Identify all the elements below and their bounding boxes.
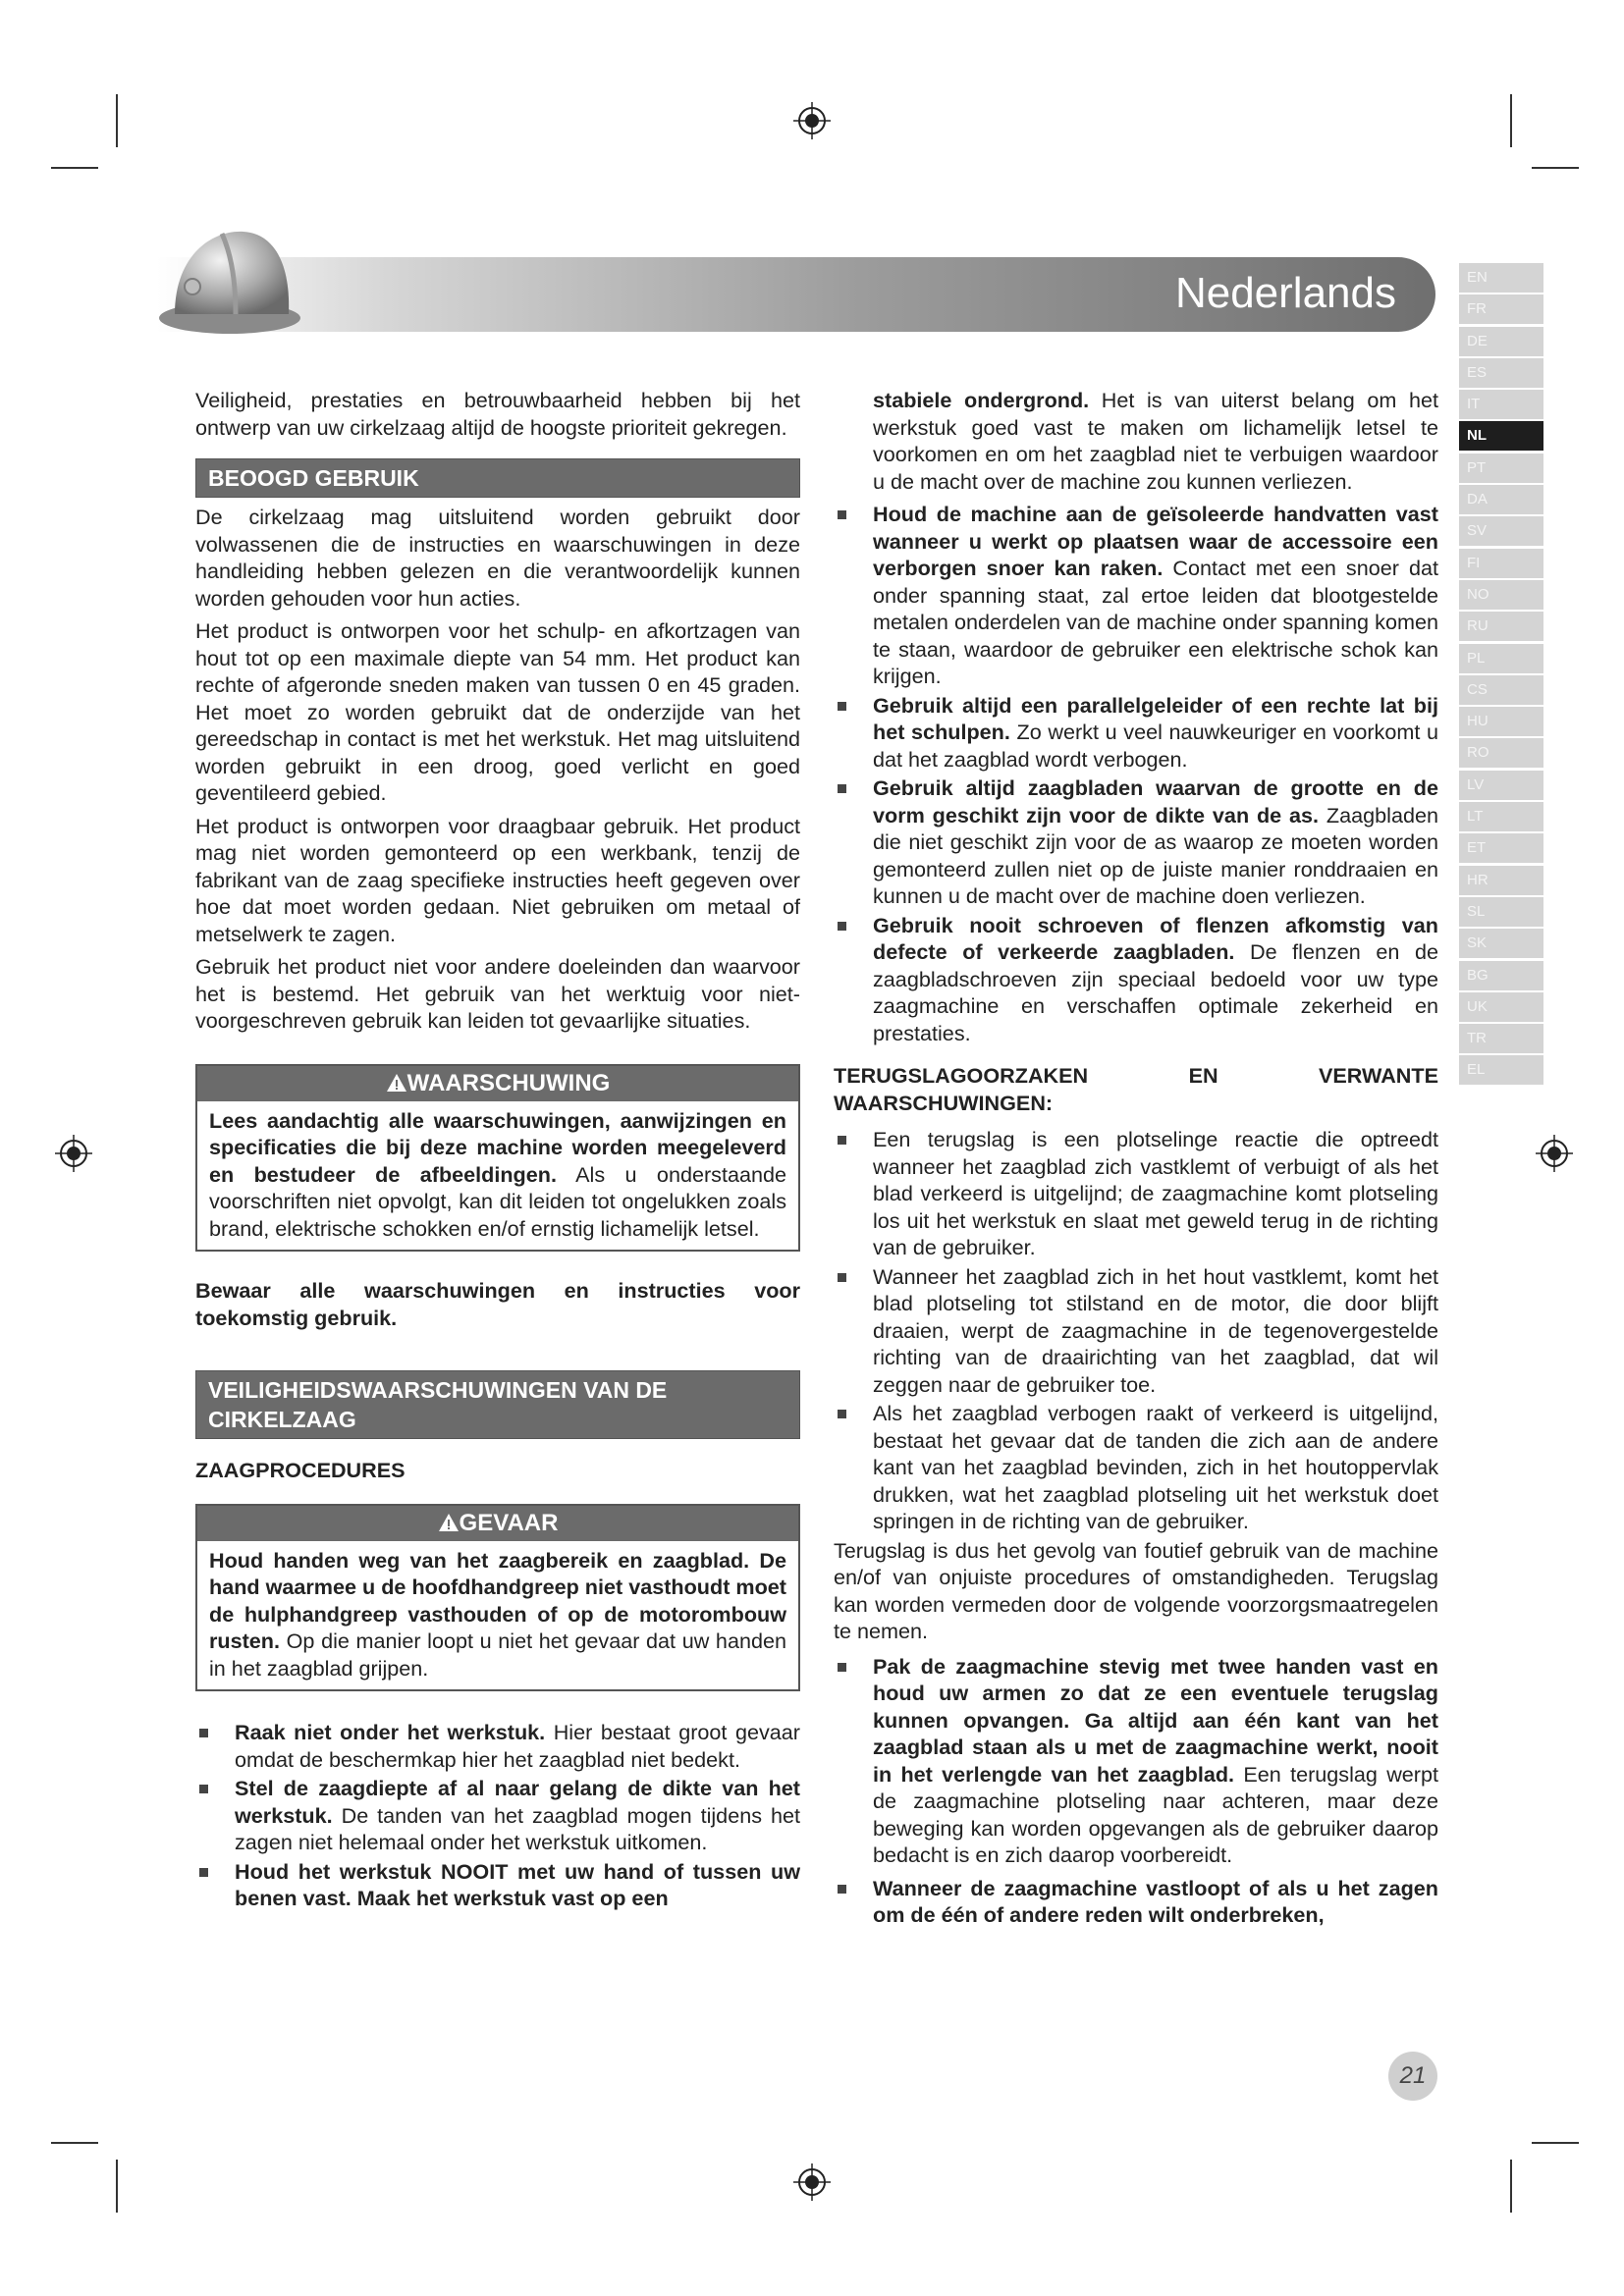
continuation-paragraph: stabiele ondergrond. Het is van uiterst belang om het werkstuk goed vast te maken om lichamelijk letsel te voorkomen en om het zaagblad niet te verbuigen waardoor u de macht over de machine zou kunnen verliezen. xyxy=(873,388,1438,494)
registration-mark-icon xyxy=(55,1135,92,1172)
language-tab-sk[interactable]: SK xyxy=(1459,929,1543,958)
language-tab-hu[interactable]: HU xyxy=(1459,707,1543,736)
language-title: Nederlands xyxy=(1174,269,1396,317)
left-column xyxy=(195,387,800,1914)
intro-paragraph: Veiligheid, prestaties en betrouwbaarheid hebben bij het ontwerp van uw cirkelzaag altijd de hoogste prioriteit gekregen. xyxy=(195,388,800,440)
list-item: Gebruik altijd een parallelgeleider of een rechte lat bij het schulpen. Zo werkt u veel nauwkeuriger en voorkomt u dat het zaagblad wordt verbogen. xyxy=(834,692,1438,774)
language-tab-cs[interactable]: CS xyxy=(1459,675,1543,705)
language-tab-sv[interactable]: SV xyxy=(1459,516,1543,546)
language-tab-pt[interactable]: PT xyxy=(1459,454,1543,483)
right-column xyxy=(834,387,1438,1931)
language-tab-de[interactable]: DE xyxy=(1459,327,1543,356)
list-item: Pak de zaagmachine stevig met twee handen vast en houd uw armen zo dat ze een eventuele terugslag kunnen opvangen. Ga altijd aan één kant van het zaagblad staan als u met de zaagmachine werkt, nooit in het verlengde van het zaagblad. Een terugslag werpt de zaagmachine plotseling naar achteren, maar deze beweging kan worden opgevangen als de gebruiker daarop bedacht is en zich daarop voorbereidt. xyxy=(834,1653,1438,1869)
crop-mark xyxy=(116,94,118,147)
list-item: Wanneer de zaagmachine vastloopt of als u het zagen om de één of andere reden wilt onderbreken, xyxy=(834,1875,1438,1929)
danger-header xyxy=(197,1506,798,1541)
list-item: Houd het werkstuk NOOIT met uw hand of tussen uw benen vast. Maak het werkstuk vast op een xyxy=(195,1858,800,1912)
precaution-bullet-list xyxy=(834,1653,1438,1929)
page-number: 21 xyxy=(1388,2052,1437,2101)
language-tab-en[interactable]: EN xyxy=(1459,263,1543,293)
safety-warnings-heading: VEILIGHEIDSWAARSCHUWINGEN VAN DE CIRKELZAAG xyxy=(195,1370,800,1439)
list-item: Houd de machine aan de geïsoleerde handvatten vast wanneer u werkt op plaatsen waar de accessoire een verborgen snoer kan raken. Contact met een snoer dat onder spanning staat, zal ertoe leiden dat blootgestelde metalen onderdelen van de machine onder spanning komen te staan, waardoor de gebruiker een elektrische schok kan krijgen. xyxy=(834,501,1438,690)
keep-instructions: Bewaar alle waarschuwingen en instructies voor toekomstig gebruik. xyxy=(195,1278,800,1330)
language-tab-lv[interactable]: LV xyxy=(1459,771,1543,800)
crop-mark xyxy=(1510,2160,1512,2213)
language-tab-ro[interactable]: RO xyxy=(1459,738,1543,768)
crop-mark xyxy=(116,2160,118,2213)
registration-mark-icon xyxy=(793,102,831,139)
safety-helmet-icon xyxy=(153,216,300,339)
list-item: Wanneer het zaagblad zich in het hout vastklemt, komt het blad plotseling tot stilstand en de motor, die door blijft draaien, werpt de zaagmachine in de tegenovergestelde richting van de draairichting van het zaagblad, dat wil zeggen naar de gebruiker toe. xyxy=(834,1263,1438,1399)
language-banner xyxy=(157,257,1435,332)
danger-box xyxy=(195,1504,800,1692)
crop-mark xyxy=(1532,2142,1579,2144)
kickback-summary: Terugslag is dus het gevolg van foutief gebruik van de machine en/of van onjuiste procedures of omstandigheden. Terugslag kan worden vermeden door de volgende voorzorgsmaatregelen te nemen. xyxy=(834,1537,1438,1643)
language-tab-hr[interactable]: HR xyxy=(1459,866,1543,895)
language-tab-sl[interactable]: SL xyxy=(1459,897,1543,927)
crop-mark xyxy=(51,167,98,169)
kickback-bullet-list xyxy=(834,1126,1438,1535)
safety-bullet-list xyxy=(834,501,1438,1046)
warning-header xyxy=(197,1066,798,1101)
warning-triangle-icon xyxy=(386,1073,407,1093)
intended-use-paragraph: De cirkelzaag mag uitsluitend worden gebruikt door volwassenen die de instructies en waarschuwingen in deze handleiding hebben gelezen en die verantwoordelijk kunnen worden gehouden voor hun acties. xyxy=(195,505,800,611)
language-tab-et[interactable]: ET xyxy=(1459,833,1543,863)
list-item: Een terugslag is een plotselinge reactie die optreedt wanneer het zaagblad zich vastklemt of verbuigt of als het blad verkeerd is uitgelijnd; de zaagmachine komt plotseling los uit het werkstuk en slaat met geweld terug in de richting van de gebruiker. xyxy=(834,1126,1438,1261)
language-tab-uk[interactable]: UK xyxy=(1459,992,1543,1022)
warning-text: Lees aandachtig alle waarschuwingen, aanwijzingen en specificaties die bij deze machine worden meegeleverd en bestudeer de afbeeldingen. Als u onderstaande voorschriften niet opvolgt, kan dit leiden tot ongelukken zoals brand, elektrische schokken en/of ernstig lichamelijk letsel. xyxy=(209,1107,787,1241)
procedures-heading: ZAAGPROCEDURES xyxy=(195,1458,406,1482)
registration-mark-icon xyxy=(793,2163,831,2201)
intended-use-paragraph: Het product is ontworpen voor draagbaar gebruik. Het product mag niet worden gemonteerd op een werkbank, tenzij de fabrikant van de zaag specifieke instructies heeft gegeven over hoe dat moet worden gedaan. Niet gebruiken om metaal of metselwerk te zagen. xyxy=(195,813,800,946)
language-tab-da[interactable]: DA xyxy=(1459,485,1543,514)
list-item: Raak niet onder het werkstuk. Hier bestaat groot gevaar omdat de beschermkap hier het zaagblad niet bedekt. xyxy=(195,1719,800,1773)
language-tabs xyxy=(1459,263,1543,1088)
language-tab-pl[interactable]: PL xyxy=(1459,644,1543,673)
warning-title: WAARSCHUWING xyxy=(406,1069,611,1096)
language-tab-fr[interactable]: FR xyxy=(1459,294,1543,324)
language-tab-ru[interactable]: RU xyxy=(1459,612,1543,641)
safety-bullet-list xyxy=(195,1719,800,1912)
warning-box xyxy=(195,1064,800,1253)
list-item: Gebruik altijd zaagbladen waarvan de grootte en de vorm geschikt zijn voor de dikte van de as. Zaagbladen die niet geschikt zijn voor de as waarop ze moeten worden gemonteerd zullen niet op de juiste manier ronddraaien en kunnen u de macht over de machine doen verliezen. xyxy=(834,774,1438,910)
kickback-heading: TERUGSLAGOORZAKEN EN VERWANTE WAARSCHUWINGEN: xyxy=(834,1063,1438,1115)
language-tab-es[interactable]: ES xyxy=(1459,358,1543,388)
language-tab-nl[interactable]: NL xyxy=(1459,421,1543,451)
intended-use-heading: BEOOGD GEBRUIK xyxy=(195,458,800,498)
crop-mark xyxy=(1510,94,1512,147)
intended-use-paragraph: Het product is ontworpen voor het schulp- en afkortzagen van hout tot op een maximale diepte van 54 mm. Het product kan rechte of afgeronde sneden maken van tussen 0 en 45 graden. Het moet zo worden gebruikt dat de onderzijde van het gereedschap in contact is met het werkstuk. Het mag uitsluitend worden gebruikt in een droog, goed verlicht en goed geventileerd gebied. xyxy=(195,618,800,805)
language-tab-lt[interactable]: LT xyxy=(1459,802,1543,831)
list-item: Als het zaagblad verbogen raakt of verkeerd is uitgelijnd, bestaat het gevaar dat de tanden die zich aan de andere kant van het zaagblad bevinden, zich in het houtoppervlak drukken, wat het zaagblad plotseling uit het werkstuk doet springen in de richting van de gebruiker. xyxy=(834,1400,1438,1535)
warning-triangle-icon xyxy=(438,1513,460,1532)
list-item: Stel de zaagdiepte af al naar gelang de dikte van het werkstuk. De tanden van het zaagblad mogen tijdens het zagen niet helemaal onder het werkstuk uitkomen. xyxy=(195,1775,800,1856)
language-tab-el[interactable]: EL xyxy=(1459,1055,1543,1085)
language-tab-no[interactable]: NO xyxy=(1459,580,1543,610)
list-item: Gebruik nooit schroeven of flenzen afkomstig van defecte of verkeerde zaagbladen. De flenzen en de zaagbladschroeven zijn speciaal bedoeld voor uw type zaagmachine en verschaffen optimale zekerheid en prestaties. xyxy=(834,912,1438,1047)
crop-mark xyxy=(51,2142,98,2144)
language-tab-bg[interactable]: BG xyxy=(1459,961,1543,990)
language-tab-it[interactable]: IT xyxy=(1459,390,1543,419)
intended-use-paragraph: Gebruik het product niet voor andere doeleinden dan waarvoor het is bestemd. Het gebruik van het werktuig voor niet-voorgeschreven gebruik kan leiden tot gevaarlijke situaties. xyxy=(195,954,800,1033)
registration-mark-icon xyxy=(1536,1135,1573,1172)
language-tab-tr[interactable]: TR xyxy=(1459,1024,1543,1053)
language-tab-fi[interactable]: FI xyxy=(1459,549,1543,578)
danger-text: Houd handen weg van het zaagbereik en zaagblad. De hand waarmee u de hoofdhandgreep niet vasthoudt moet de hulphandgreep vasthouden of op de motorombouw rusten. Op die manier loopt u niet het gevaar dat uw handen in het zaagblad grijpen. xyxy=(209,1547,786,1681)
crop-mark xyxy=(1532,167,1579,169)
danger-title: GEVAAR xyxy=(459,1509,559,1536)
